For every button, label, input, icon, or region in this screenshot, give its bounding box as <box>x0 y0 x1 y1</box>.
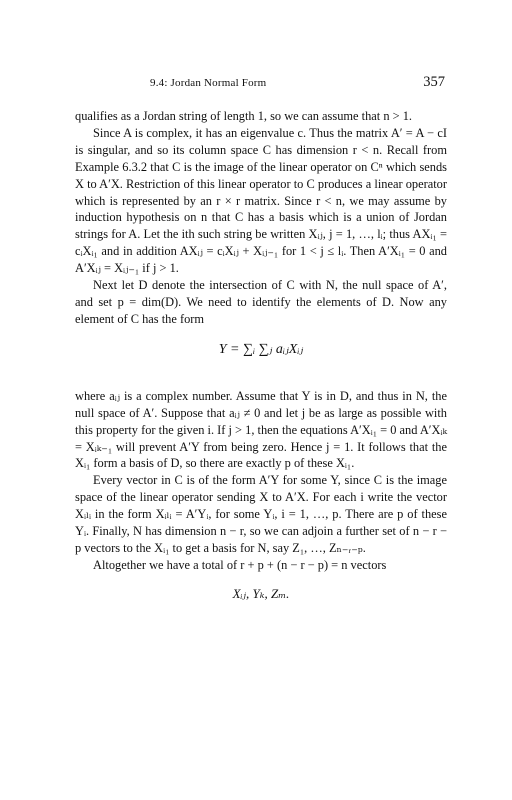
paragraph-1: qualifies as a Jordan string of length 1, so we can assume that n > 1. <box>75 109 412 123</box>
page-number: 357 <box>423 74 445 90</box>
paragraph-4: where aᵢⱼ is a complex number. Assume that Y is in D, and thus in N, the null space of A′. Suppose that aᵢⱼ ≠ 0 and let j be as large as possible with this property for the given i. If j > 1, then the equations A′Xᵢ₁ = 0 and A′Xᵢₖ = Xᵢₖ₋₁ will prevent A′Y from being zero. Hence j = 1. It follows that the Xᵢ₁ form a basis of D, so there are exactly p of these Xᵢ₁. <box>75 388 447 471</box>
paragraph-6: Altogether we have a total of r + p + (n − r − p) = n vectors <box>93 557 387 572</box>
section-title: 9.4: Jordan Normal Form <box>150 77 267 89</box>
paragraph-2: Since A is complex, it has an eigenvalue c. Thus the matrix A′ = A − cI is singular, and so its column space C has dimension r < n. Recall from Example 6.3.2 that C is the image of the linear operator on Cⁿ which sends X to A′X. Restriction of this linear operator to C produces a linear operator which is represented by an r × r matrix. Since r < n, we may assume by induction hypothesis on n that C has a basis which is a union of Jordan strings for A. Let the ith such string be written Xᵢⱼ, j = 1, …, lᵢ; thus AXᵢ₁ = cᵢXᵢ₁ and in addition AXᵢⱼ = cᵢXᵢⱼ + Xᵢⱼ₋₁ for 1 < j ≤ lᵢ. Then A′Xᵢ₁ = 0 and A′Xᵢⱼ = Xᵢⱼ₋₁ if j > 1. <box>75 125 447 276</box>
paragraph-5: Every vector in C is of the form A′Y for some Y, since C is the image space of the linear operator sending X to A′X. For each i write the vector Xᵢₗᵢ in the form Xᵢₗᵢ = A′Yᵢ, for some Yᵢ, i = 1, …, p. There are p of these Yᵢ. Finally, N has dimension n − r, so we can adjoin a further set of n − r − p vectors to the Xᵢ₁ to get a basis for N, say Z₁, …, Zₙ₋ᵣ₋ₚ. <box>75 473 447 555</box>
running-header <box>75 74 445 91</box>
body-text <box>75 108 447 603</box>
equation-sum <box>75 342 447 378</box>
equation-sum-text: Y = ∑ᵢ ∑ⱼ aᵢⱼXᵢⱼ <box>218 341 304 357</box>
equation-vectors: Xᵢⱼ, Yₖ, Zₘ. <box>232 585 290 601</box>
paragraph-3: Next let D denote the intersection of C with N, the null space of A′, and set p = dim(D). We need to identify the elements of D. Now any element of C has the form <box>75 278 447 326</box>
